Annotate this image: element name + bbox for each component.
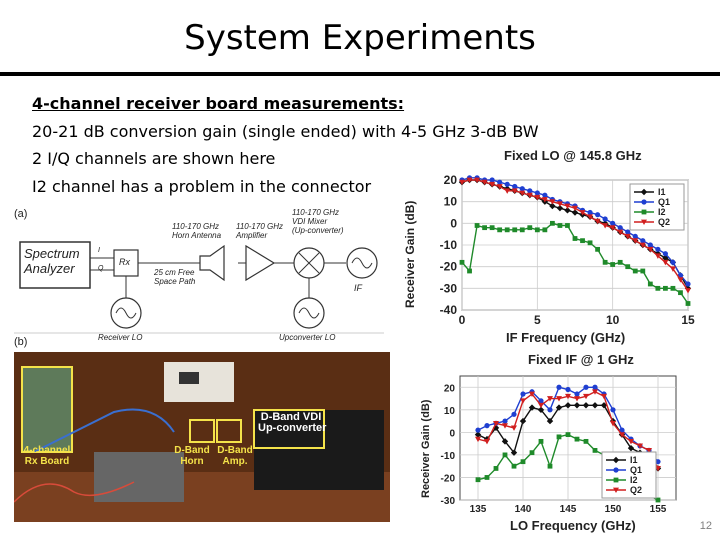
y-tick-label: -30	[439, 281, 457, 296]
data-point-i2	[494, 466, 499, 471]
data-point-i2	[686, 301, 691, 306]
y-tick-label: -20	[439, 259, 457, 274]
data-point-i2	[490, 225, 495, 230]
data-point-q1	[565, 387, 570, 392]
legend-marker	[613, 467, 618, 472]
chart1-title: Fixed LO @ 145.8 GHz	[504, 148, 642, 163]
y-tick-label: -10	[440, 450, 455, 462]
y-tick-label: -30	[440, 496, 455, 507]
data-point-q1	[610, 407, 615, 412]
data-point-i2	[527, 225, 532, 230]
x-tick-label: 15	[681, 313, 695, 327]
legend	[602, 452, 656, 498]
data-point-i2	[625, 264, 630, 269]
data-point-i2	[467, 269, 472, 274]
y-tick-label: -20	[440, 473, 455, 485]
y-tick-label: 0	[450, 216, 457, 231]
data-point-q1	[618, 225, 623, 230]
setup-photo	[14, 352, 390, 522]
legend-label: Q1	[630, 465, 643, 475]
y-tick-label: -10	[439, 238, 457, 252]
y-tick-label: 20	[443, 383, 455, 395]
x-tick-label: 0	[458, 313, 466, 327]
legend-label: I1	[630, 455, 638, 465]
data-point-i2	[648, 282, 653, 287]
data-point-q1	[535, 190, 540, 195]
legend-label: I1	[658, 187, 666, 197]
bullet-heading: 4-channel receiver board measurements:	[32, 94, 405, 113]
data-point-q1	[663, 251, 668, 256]
data-point-i2	[520, 227, 525, 232]
bullet-item: I2 channel has a problem in the connector	[32, 176, 372, 196]
horn-photo-label: D-Band Horn	[174, 445, 210, 467]
x-tick-label: 140	[514, 504, 532, 515]
rx-label: Rx	[119, 257, 130, 267]
x-tick-label: 145	[559, 504, 577, 515]
data-point-q1	[511, 412, 516, 417]
horn-antenna-icon	[200, 246, 224, 280]
data-point-i2	[530, 450, 535, 455]
x-tick-label: 150	[604, 504, 622, 515]
legend-label: Q2	[658, 217, 671, 227]
if-label: IF	[354, 283, 362, 293]
data-point-q1	[655, 247, 660, 252]
y-tick-label: 20	[443, 173, 457, 187]
y-tick-label: 10	[443, 405, 455, 417]
data-point-i2	[550, 221, 555, 226]
data-point-q1	[547, 407, 552, 412]
free-space-label: 25 cm Free Space Path	[154, 268, 196, 286]
data-point-i2	[503, 453, 508, 458]
data-point-q1	[633, 234, 638, 239]
data-point-i2	[512, 227, 517, 232]
y-tick-label: 10	[443, 194, 457, 209]
data-point-i2	[633, 269, 638, 274]
data-point-q1	[574, 391, 579, 396]
amplifier-icon	[246, 246, 274, 280]
data-point-i2	[460, 260, 465, 265]
data-point-i2	[558, 223, 563, 228]
data-point-i2	[539, 439, 544, 444]
data-point-q1	[497, 180, 502, 185]
data-point-i2	[575, 437, 580, 442]
data-point-i2	[476, 477, 481, 482]
data-point-i2	[640, 269, 645, 274]
amplifier-label: 110-170 GHz Amplifier	[236, 222, 283, 240]
chart1-xlabel: IF Frequency (GHz)	[506, 330, 626, 345]
data-point-q1	[542, 193, 547, 198]
horn-label: 110-170 GHz Horn Antenna	[172, 222, 222, 240]
data-point-i2	[610, 262, 615, 267]
data-point-q1	[685, 281, 690, 286]
data-point-q1	[475, 428, 480, 433]
data-point-i2	[485, 475, 490, 480]
data-point-i2	[521, 459, 526, 464]
data-point-q1	[603, 216, 608, 221]
data-point-i2	[588, 240, 593, 245]
mixer-label: 110-170 GHz VDI Mixer (Up-converter)	[292, 208, 344, 235]
data-point-i2	[663, 286, 668, 291]
block-diagram	[14, 206, 384, 351]
chart2-plot	[424, 366, 694, 526]
chart1-plot	[424, 160, 714, 340]
data-point-i2	[512, 464, 517, 469]
rx-board-label: 4-channel Rx Board	[23, 445, 71, 467]
chart1-ylabel: Receiver Gain (dB)	[403, 200, 417, 308]
legend-label: Q1	[658, 197, 671, 207]
data-point-q1	[527, 188, 532, 193]
data-point-q1	[520, 391, 525, 396]
data-point-q1	[648, 242, 653, 247]
chart2-title: Fixed IF @ 1 GHz	[528, 352, 634, 367]
data-point-i2	[535, 227, 540, 232]
data-point-q1	[520, 186, 525, 191]
q-port-label: Q	[98, 265, 104, 272]
data-point-i2	[475, 223, 480, 228]
legend-marker	[642, 210, 647, 215]
data-point-q1	[583, 385, 588, 390]
panel-b-label: (b)	[14, 336, 28, 348]
data-point-q1	[670, 260, 675, 265]
data-point-q1	[595, 212, 600, 217]
data-point-i2	[655, 286, 660, 291]
receiver-lo-label: Receiver LO	[98, 333, 143, 342]
data-point-i2	[671, 286, 676, 291]
legend-label: I2	[630, 475, 638, 485]
data-point-i2	[565, 223, 570, 228]
photo-drawing	[14, 352, 390, 522]
y-tick-label: 0	[449, 428, 455, 440]
i-port-label: I	[98, 247, 100, 254]
vdi-photo-label: D-Band VDI Up-converter	[258, 411, 327, 434]
data-point-i2	[482, 225, 487, 230]
y-tick-label: -40	[439, 303, 457, 317]
bullet-item: 20-21 dB conversion gain (single ended) with 4-5 GHz 3-dB BW	[32, 121, 539, 141]
data-point-i2	[603, 260, 608, 265]
data-point-i2	[573, 236, 578, 241]
x-tick-label: 155	[649, 504, 667, 515]
data-point-q1	[592, 385, 597, 390]
data-point-i2	[595, 247, 600, 252]
data-point-q1	[490, 177, 495, 182]
data-point-i2	[548, 464, 553, 469]
data-point-i2	[497, 227, 502, 232]
legend-label: Q2	[630, 485, 643, 495]
data-point-q1	[505, 182, 510, 187]
data-point-i2	[584, 439, 589, 444]
panel-a-label: (a)	[14, 208, 28, 220]
legend	[630, 184, 684, 230]
spectrum-analyzer-label: Spectrum Analyzer	[24, 246, 80, 276]
data-point-q1	[502, 418, 507, 423]
amp-photo-label: D-Band Amp.	[217, 445, 253, 467]
bullet-item: 2 I/Q channels are shown here	[32, 149, 276, 168]
upconverter-lo-label: Upconverter LO	[279, 333, 336, 342]
legend-marker	[641, 199, 646, 204]
data-point-i2	[557, 434, 562, 439]
data-point-i2	[593, 448, 598, 453]
data-point-q1	[556, 385, 561, 390]
chart2-xlabel: LO Frequency (GHz)	[510, 518, 636, 533]
data-point-q1	[610, 221, 615, 226]
x-tick-label: 135	[469, 504, 487, 515]
page-number: 12	[699, 520, 712, 532]
data-point-q1	[587, 210, 592, 215]
x-tick-label: 10	[605, 313, 620, 327]
chart2-ylabel: Receiver Gain (dB)	[420, 399, 432, 498]
data-point-i2	[542, 227, 547, 232]
x-tick-label: 5	[533, 313, 541, 327]
data-point-i2	[505, 227, 510, 232]
slide-title: System Experiments	[184, 18, 536, 58]
data-point-i2	[580, 238, 585, 243]
data-point-q1	[512, 184, 517, 189]
legend-marker	[614, 478, 619, 483]
data-point-q1	[640, 238, 645, 243]
title-divider	[0, 72, 720, 76]
data-point-i2	[566, 432, 571, 437]
data-point-q1	[484, 423, 489, 428]
legend-label: I2	[658, 207, 666, 217]
data-point-i2	[678, 290, 683, 295]
data-point-i2	[618, 260, 623, 265]
